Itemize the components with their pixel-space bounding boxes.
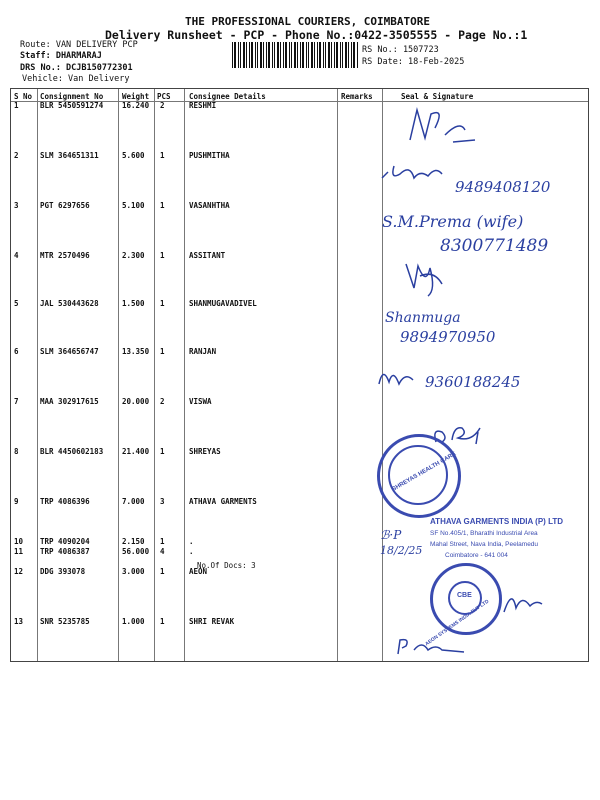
signature-row-6 <box>375 362 425 392</box>
row-6-wt: 13.350 <box>122 347 150 356</box>
row-5-cn: JAL 530443628 <box>40 299 99 308</box>
signature-row-13 <box>392 636 472 660</box>
row-8-sno: 8 <box>14 447 19 456</box>
row-9-wt: 7.000 <box>122 497 145 506</box>
row-2-wt: 5.600 <box>122 151 145 160</box>
row-13-sno: 13 <box>14 617 24 626</box>
row-6-cn: SLM 364656747 <box>40 347 99 356</box>
signature-row-1 <box>405 100 485 150</box>
handwritten-name-5: Shanmuga <box>385 310 461 326</box>
row-12-cn: DDG 393078 <box>40 567 86 576</box>
signature-row-12 <box>500 586 545 616</box>
col-weight: Weight <box>122 92 150 101</box>
row-7-pcs: 2 <box>160 397 165 406</box>
handwritten-phone-5: 9894970950 <box>400 328 496 346</box>
rs-number: RS No.: 1507723 <box>362 45 439 55</box>
row-9-consignee: ATHAVA GARMENTS <box>189 497 257 506</box>
row-1-cn: BLR 5450591274 <box>40 101 104 110</box>
row-4-sno: 4 <box>14 251 19 260</box>
athava-signature: ℬ·P <box>380 528 402 542</box>
row-13-cn: SNR 5235785 <box>40 617 90 626</box>
drs-number: DRS No.: DCJB150772301 <box>20 63 133 73</box>
col-pcs: PCS <box>157 92 171 101</box>
col-sno: S No <box>14 92 33 101</box>
row-10-consignee: . <box>189 537 194 546</box>
col-seal-signature: Seal & Signature <box>401 92 474 101</box>
row-2-cn: SLM 364651311 <box>40 151 99 160</box>
row-7-sno: 7 <box>14 397 19 406</box>
signature-row-2 <box>380 160 460 188</box>
row-2-consignee: PUSHMITHA <box>189 151 230 160</box>
col-remarks: Remarks <box>341 92 373 101</box>
handwritten-name-3: S.M.Prema (wife) <box>382 212 524 231</box>
row-11-wt: 56.000 <box>122 547 150 556</box>
row-6-consignee: RANJAN <box>189 347 217 356</box>
row-5-pcs: 1 <box>160 299 165 308</box>
row-3-consignee: VASANHTHA <box>189 201 230 210</box>
row-9-pcs: 3 <box>160 497 165 506</box>
row-6-pcs: 1 <box>160 347 165 356</box>
aeon-stamp: CBE AEON SYSTEMS INDIA PVT LTD <box>430 563 502 635</box>
row-4-pcs: 1 <box>160 251 165 260</box>
row-13-pcs: 1 <box>160 617 165 626</box>
row-11-pcs: 4 <box>160 547 165 556</box>
athava-stamp-line4: Coimbatore - 641 004 <box>445 552 508 559</box>
row-12-wt: 3.000 <box>122 567 145 576</box>
row-3-wt: 5.100 <box>122 201 145 210</box>
vehicle-info: Vehicle: Van Delivery <box>22 74 130 84</box>
row-3-cn: PGT 6297656 <box>40 201 90 210</box>
no-of-docs: No.Of Docs: 3 <box>197 561 256 570</box>
handwritten-phone-3: 8300771489 <box>440 236 549 256</box>
row-10-sno: 10 <box>14 537 24 546</box>
row-8-wt: 21.400 <box>122 447 150 456</box>
row-3-sno: 3 <box>14 201 19 210</box>
row-1-sno: 1 <box>14 101 19 110</box>
row-9-sno: 9 <box>14 497 19 506</box>
row-7-wt: 20.000 <box>122 397 150 406</box>
row-12-consignee: AEON <box>189 567 208 576</box>
barcode-image <box>232 42 358 68</box>
rs-date: RS Date: 18-Feb-2025 <box>362 57 465 67</box>
row-10-cn: TRP 4090204 <box>40 537 90 546</box>
shreyas-stamp: SHREYAS HEALTH CARE <box>377 434 461 518</box>
row-5-sno: 5 <box>14 299 19 308</box>
row-9-cn: TRP 4086396 <box>40 497 90 506</box>
row-5-wt: 1.500 <box>122 299 145 308</box>
handwritten-phone-2: 9489408120 <box>455 178 551 196</box>
athava-stamp-line2: SF No.405/1, Bharathi Industrial Area <box>430 530 538 537</box>
row-5-consignee: SHANMUGAVADIVEL <box>189 299 257 308</box>
route-info: Route: VAN DELIVERY PCP <box>20 40 138 50</box>
row-12-pcs: 1 <box>160 567 165 576</box>
row-4-wt: 2.300 <box>122 251 145 260</box>
row-13-consignee: SHRI REVAK <box>189 617 235 626</box>
row-7-consignee: VISWA <box>189 397 212 406</box>
row-11-cn: TRP 4086387 <box>40 547 90 556</box>
staff-info: Staff: DHARMARAJ <box>20 51 102 61</box>
handwritten-date-9: 18/2/25 <box>380 544 423 557</box>
row-1-pcs: 2 <box>160 101 165 110</box>
row-1-consignee: RESHMI <box>189 101 217 110</box>
row-8-consignee: SHREYAS <box>189 447 221 456</box>
row-4-consignee: ASSITANT <box>189 251 226 260</box>
row-8-cn: BLR 4450602183 <box>40 447 104 456</box>
row-7-cn: MAA 302917615 <box>40 397 99 406</box>
company-name: THE PROFESSIONAL COURIERS, COIMBATORE <box>185 15 431 28</box>
handwritten-phone-6: 9360188245 <box>425 373 521 391</box>
athava-stamp-line3: Mahal Street, Nava India, Peelamedu <box>430 541 539 548</box>
row-11-sno: 11 <box>14 547 24 556</box>
row-1-wt: 16.240 <box>122 101 150 110</box>
athava-stamp-line1: ATHAVA GARMENTS INDIA (P) LTD <box>430 517 564 526</box>
row-3-pcs: 1 <box>160 201 165 210</box>
row-11-consignee: . <box>189 547 194 556</box>
col-consignment: Consignment No <box>40 92 104 101</box>
row-2-sno: 2 <box>14 151 19 160</box>
row-6-sno: 6 <box>14 347 19 356</box>
row-10-wt: 2.150 <box>122 537 145 546</box>
row-2-pcs: 1 <box>160 151 165 160</box>
col-consignee: Consignee Details <box>189 92 266 101</box>
row-12-sno: 12 <box>14 567 24 576</box>
runsheet-title: Delivery Runsheet - PCP - Phone No.:0422-3505555 - Page No.:1 <box>105 28 528 42</box>
row-4-cn: MTR 2570496 <box>40 251 90 260</box>
row-8-pcs: 1 <box>160 447 165 456</box>
row-10-pcs: 1 <box>160 537 165 546</box>
row-13-wt: 1.000 <box>122 617 145 626</box>
signature-row-4 <box>400 256 450 300</box>
